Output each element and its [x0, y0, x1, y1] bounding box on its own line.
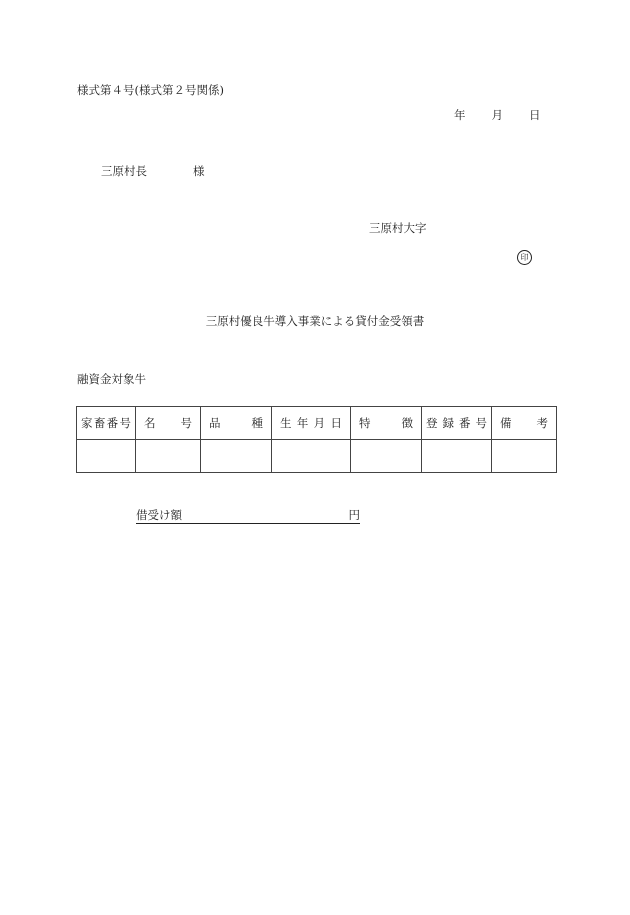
seal-mark: 印 [517, 250, 532, 265]
header-char: 特 [359, 416, 371, 430]
header-char: 登 [426, 416, 438, 430]
date-line [454, 110, 541, 122]
addressee [101, 166, 205, 178]
addressee-honorific: 様 [193, 164, 205, 178]
header-char: 徴 [401, 416, 413, 430]
date-month: 月 [491, 108, 503, 122]
header-char: 家 [81, 416, 93, 430]
applicant-address: 三原村大字 [369, 221, 427, 235]
header-remarks [492, 407, 557, 440]
header-registration-number [422, 407, 492, 440]
cell-birth-date[interactable] [272, 440, 351, 473]
header-breed [201, 407, 272, 440]
loan-unit: 円 [348, 508, 360, 522]
cell-remarks[interactable] [492, 440, 557, 473]
header-char: 番 [106, 416, 119, 430]
addressee-name: 三原村長 [101, 164, 147, 178]
header-char: 号 [475, 416, 487, 430]
header-char: 備 [500, 416, 512, 430]
header-char: 考 [536, 416, 548, 430]
document-title: 三原村優良牛導入事業による貸付金受領書 [205, 314, 425, 328]
header-features [351, 407, 422, 440]
form-number: 様式第４号(様式第２号関係) [77, 83, 224, 97]
header-char: 年 [296, 416, 309, 430]
date-day: 日 [529, 108, 541, 122]
section-label: 融資金対象牛 [77, 372, 146, 386]
table-row [77, 440, 557, 473]
loan-amount-line [136, 510, 360, 524]
header-char: 号 [119, 416, 131, 430]
header-char: 品 [209, 416, 221, 430]
date-year: 年 [454, 108, 466, 122]
cell-features[interactable] [351, 440, 422, 473]
header-char: 名 [144, 416, 156, 430]
cattle-table [76, 406, 557, 473]
cell-breed[interactable] [201, 440, 272, 473]
header-char: 号 [180, 416, 192, 430]
table-header-row [77, 407, 557, 440]
header-char: 番 [459, 416, 471, 430]
header-name [136, 407, 201, 440]
header-char: 種 [251, 416, 263, 430]
header-char: 畜 [93, 416, 106, 430]
loan-label: 借受け額 [136, 508, 182, 522]
header-livestock-number [77, 407, 136, 440]
cell-name[interactable] [136, 440, 201, 473]
cell-registration-number[interactable] [422, 440, 492, 473]
header-char: 録 [442, 416, 454, 430]
header-birth-date [272, 407, 351, 440]
header-char: 日 [330, 416, 342, 430]
header-char: 生 [280, 416, 292, 430]
header-char: 月 [313, 416, 326, 430]
cell-livestock-number[interactable] [77, 440, 136, 473]
